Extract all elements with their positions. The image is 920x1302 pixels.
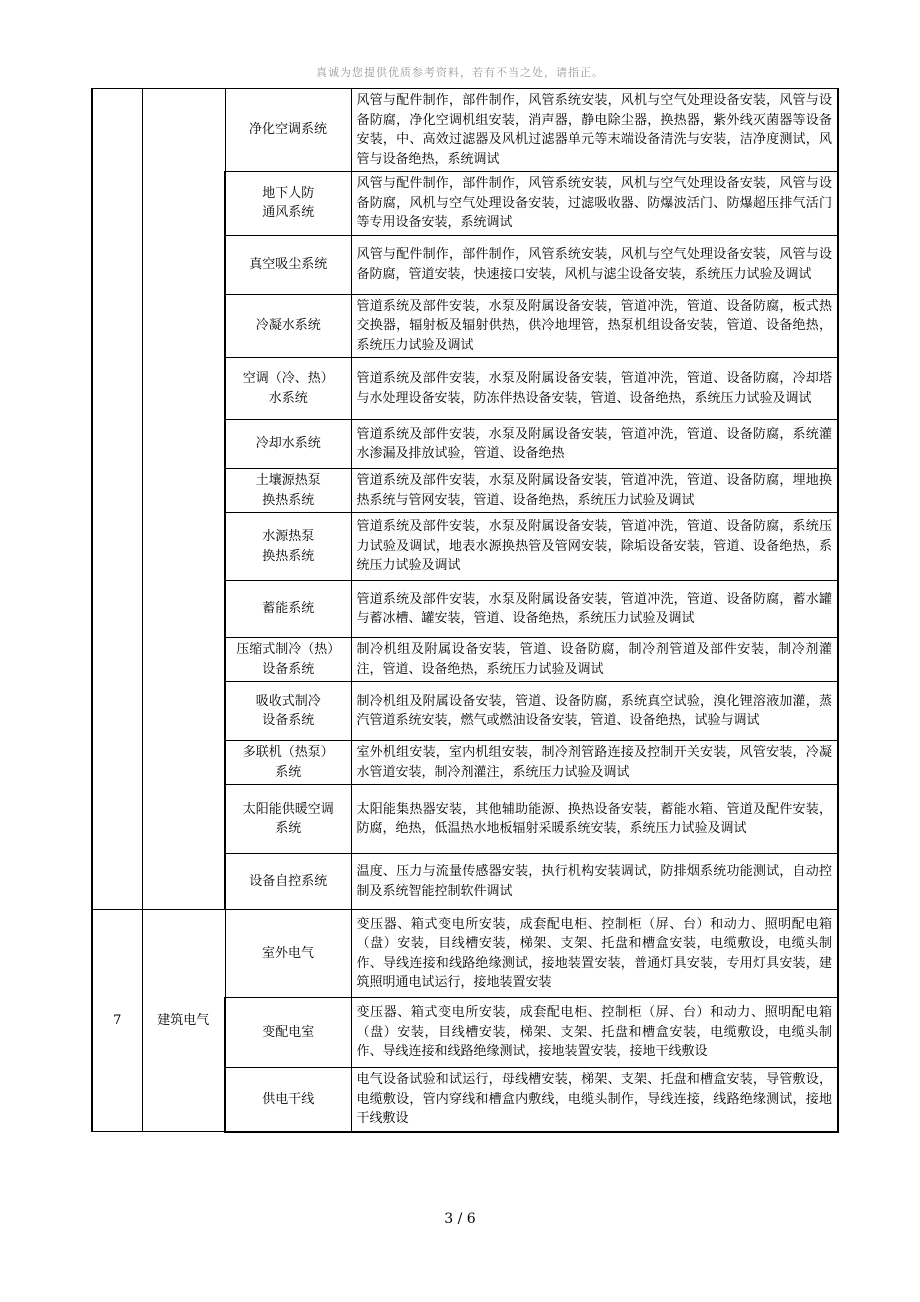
system-name: 冷凝水系统 bbox=[225, 294, 351, 358]
system-name-line: 太阳能供暖空调 bbox=[242, 801, 334, 817]
system-name-line: 土壤源热泵 bbox=[255, 473, 321, 488]
system-name-line: 水源热泵 bbox=[262, 529, 315, 544]
work-description: 风管与配件制作，部件制作，风管系统安装，风机与空气处理设备安装，风管与设备防腐，风机与空气处理设备安装，过滤吸收器、防爆波活门、防爆超压排气活门等专用设备安装，系统调试 bbox=[351, 172, 838, 236]
work-description: 电气设备试验和试运行，母线槽安装，梯架、支架、托盘和槽盒安装，导管敷设，电缆敷设，管内穿线和槽盒内敷线，电缆头制作，导线连接，线路绝缘测试，接地干线敷设 bbox=[351, 1068, 838, 1132]
system-name bbox=[225, 469, 351, 513]
system-name bbox=[225, 358, 351, 420]
work-description: 管道系统及部件安装，水泵及附属设备安装，管道冲洗，管道、设备防腐，冷却塔与水处理设备安装，防冻伴热设备安装，管道、设备绝热，系统压力试验及调试 bbox=[351, 358, 838, 420]
work-description: 管道系统及部件安装，水泵及附属设备安装，管道冲洗，管道、设备防腐，系统压力试验及调试，地表水源换热管及管网安装，除垢设备安装，管道、设备绝热，系统压力试验及调试 bbox=[351, 513, 838, 581]
system-name-line: 多联机（热泵） bbox=[242, 745, 334, 760]
system-name bbox=[225, 741, 351, 785]
system-name-line: 设备系统 bbox=[262, 713, 315, 728]
table-row bbox=[92, 89, 838, 172]
work-description: 制冷机组及附属设备安装，管道、设备防腐，制冷剂管道及部件安装，制冷剂灌注，管道、设备绝热，系统压力试验及调试 bbox=[351, 638, 838, 682]
system-name: 供电干线 bbox=[225, 1068, 351, 1132]
section-category-cell bbox=[142, 89, 225, 910]
system-name bbox=[225, 638, 351, 682]
section-number-cell bbox=[92, 89, 142, 910]
system-name-line: 空调（冷、热） bbox=[242, 371, 334, 386]
work-description: 风管与配件制作，部件制作，风管系统安装，风机与空气处理设备安装，风管与设备防腐，管道安装，快速接口安装，风机与滤尘设备安装，系统压力试验及调试 bbox=[351, 235, 838, 294]
work-description: 管道系统及部件安装，水泵及附属设备安装，管道冲洗，管道、设备防腐，系统灌水渗漏及排放试验，管道、设备绝热 bbox=[351, 420, 838, 469]
work-description: 管道系统及部件安装，水泵及附属设备安装，管道冲洗，管道、设备防腐，板式热交换器，辐射板及辐射供热，供冷地埋管，热泵机组设备安装，管道、设备绝热，系统压力试验及调试 bbox=[351, 294, 838, 358]
system-name: 变配电室 bbox=[225, 998, 351, 1068]
system-name: 真空吸尘系统 bbox=[225, 235, 351, 294]
system-name bbox=[225, 682, 351, 741]
work-description: 变压器、箱式变电所安装，成套配电柜、控制柜（屏、台）和动力、照明配电箱（盘）安装，目线槽安装，梯架、支架、托盘和槽盒安装，电缆敷设，电缆头制作、导线连接和线路绝缘测试，接地装置安装，普通灯具安装，专用灯具安装，建筑照明通电试运行，接地装置安装 bbox=[351, 910, 838, 998]
work-description: 管道系统及部件安装，水泵及附属设备安装，管道冲洗，管道、设备防腐，埋地换热系统与管网安装，管道、设备绝热，系统压力试验及调试 bbox=[351, 469, 838, 513]
system-name: 室外电气 bbox=[225, 910, 351, 998]
header-note: 真诚为您提供优质参考资料，若有不当之处，请指正。 bbox=[316, 66, 604, 79]
work-description: 风管与配件制作，部件制作，风管系统安装，风机与空气处理设备安装，风管与设备防腐，净化空调机组安装，消声器，静电除尘器，换热器，紫外线灭菌器等设备安装，中、高效过滤器及风机过滤器单元等末端设备清洗与安装，洁净度测试，风管与设备绝热，系统调试 bbox=[351, 89, 838, 172]
page-number: 3 / 6 bbox=[444, 1211, 476, 1227]
system-name-line: 通风系统 bbox=[262, 205, 315, 221]
work-description: 太阳能集热器安装，其他辅助能源、换热设备安装，蓄能水箱、管道及配件安装，防腐，绝热，低温热水地板辐射采暖系统安装，系统压力试验及调试 bbox=[351, 785, 838, 854]
section-number: 7 bbox=[92, 910, 142, 1132]
system-name-line: 水系统 bbox=[268, 390, 308, 406]
work-description: 室外机组安装，室内机组安装，制冷剂管路连接及控制开关安装，风管安装，冷凝水管道安装，制冷剂灌注，系统压力试验及调试 bbox=[351, 741, 838, 785]
system-name-line: 压缩式制冷（热） bbox=[236, 642, 341, 657]
system-name: 设备自控系统 bbox=[225, 854, 351, 910]
section-category: 建筑电气 bbox=[142, 910, 225, 1132]
system-name-line: 系统 bbox=[275, 764, 302, 780]
system-name: 净化空调系统 bbox=[225, 89, 351, 172]
system-name: 蓄能系统 bbox=[225, 581, 351, 638]
work-description: 管道系统及部件安装，水泵及附属设备安装，管道冲洗，管道、设备防腐，蓄水罐与蓄冰槽、罐安装，管道、设备绝热，系统压力试验及调试 bbox=[351, 581, 838, 638]
system-name-line: 设备系统 bbox=[262, 661, 315, 677]
system-name-line: 系统 bbox=[275, 821, 302, 836]
system-name bbox=[225, 172, 351, 236]
system-name-line: 吸收式制冷 bbox=[255, 693, 321, 709]
table-row bbox=[92, 910, 838, 998]
work-description: 温度、压力与流量传感器安装，执行机构安装调试，防排烟系统功能测试，自动控制及系统智能控制软件调试 bbox=[351, 854, 838, 910]
system-name: 冷却水系统 bbox=[225, 420, 351, 469]
system-name bbox=[225, 513, 351, 581]
work-description: 制冷机组及附属设备安装，管道、设备防腐，系统真空试验，溴化锂溶液加灌，蒸汽管道系统安装，燃气或燃油设备安装，管道、设备绝热，试验与调试 bbox=[351, 682, 838, 741]
system-name-line: 换热系统 bbox=[262, 492, 315, 508]
construction-items-table bbox=[91, 88, 839, 1133]
system-name bbox=[225, 785, 351, 854]
system-name-line: 地下人防 bbox=[262, 185, 315, 201]
work-description: 变压器、箱式变电所安装，成套配电柜、控制柜（屏、台）和动力、照明配电箱（盘）安装，目线槽安装，梯架、支架、托盘和槽盒安装，电缆敷设，电缆头制作、导线连接和线路绝缘测试，接地装置安装，接地干线敷设 bbox=[351, 998, 838, 1068]
system-name-line: 换热系统 bbox=[262, 548, 315, 564]
